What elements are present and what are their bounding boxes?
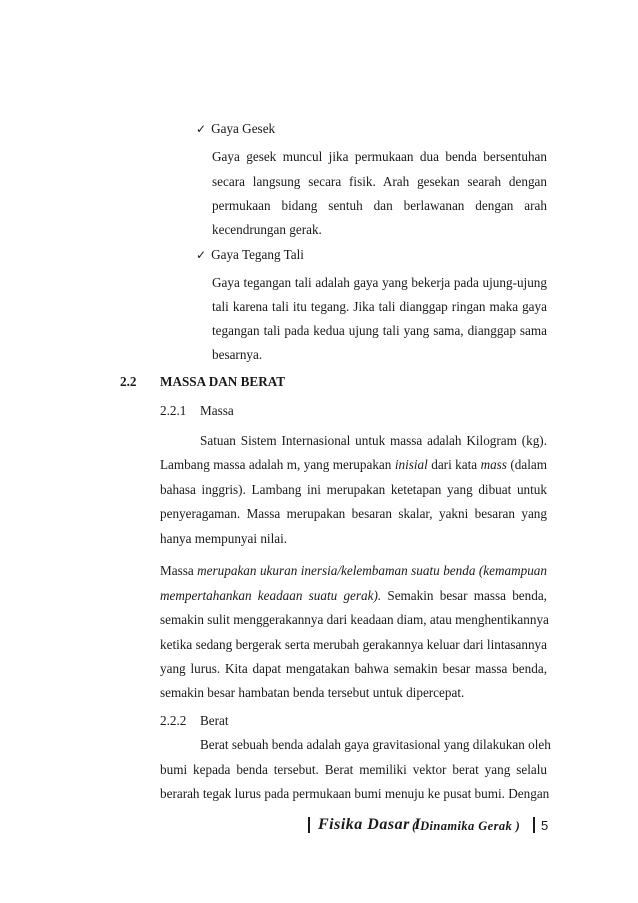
paragraph-line: Massa merupakan ukuran inersia/kelembaman suatu benda (kemampuan <box>160 563 547 578</box>
subsection-number: 2.2.1 <box>160 403 187 418</box>
paragraph-line: bahasa inggris). Lambang ini merupakan ketetapan yang dibuat untuk <box>160 482 547 497</box>
footer-divider <box>308 817 310 833</box>
paragraph-line: besarnya. <box>212 347 263 362</box>
subsection-number: 2.2.2 <box>160 713 187 728</box>
paragraph-line: Berat sebuah benda adalah gaya gravitasional yang dilakukan oleh <box>200 737 551 752</box>
paragraph-line: Lambang massa adalah m, yang merupakan inisial dari kata mass (dalam <box>160 457 547 472</box>
paragraph-line: hanya mempunyai nilai. <box>160 531 288 546</box>
paragraph-line: berarah tegak lurus pada permukaan bumi menuju ke pusat bumi. Dengan <box>160 786 550 801</box>
paragraph-line: Gaya gesek muncul jika permukaan dua benda bersentuhan <box>212 149 547 164</box>
subsection-title: Massa <box>200 403 234 418</box>
bullet-heading: Gaya Gesek <box>211 121 276 136</box>
paragraph-line: ketika sedang bergerak serta merubah gerakannya keluar dari lintasannya <box>160 637 547 652</box>
paragraph-line: semakin sulit menggerakannya dari keadaan diam, atau menghentikannya <box>160 612 549 627</box>
checkmark-icon: ✓ <box>196 248 207 262</box>
paragraph-line: Satuan Sistem Internasional untuk massa adalah Kilogram (kg). <box>200 433 547 448</box>
bullet-heading: Gaya Tegang Tali <box>211 247 304 262</box>
paragraph-line: kecendrungan gerak. <box>212 222 322 237</box>
bullet-gaya-tegang-tali <box>196 247 304 263</box>
paragraph-line: secara langsung secara fisik. Arah gesekan searah dengan <box>212 174 547 189</box>
page-number: 5 <box>541 818 549 833</box>
paragraph-line: tegangan tali pada kedua ujung tali yang sama, dianggap sama <box>212 323 547 338</box>
paragraph-line: tali karena tali itu tegang. Jika tali dianggap ringan maka gaya <box>212 299 547 314</box>
paragraph-line: semakin besar hambatan benda tersebut untuk dipercepat. <box>160 685 465 700</box>
section-number: 2.2 <box>120 374 137 389</box>
paragraph-line: Gaya tegangan tali adalah gaya yang bekerja pada ujung-ujung <box>212 275 547 290</box>
paragraph-line: yang lurus. Kita dapat mengatakan bahwa semakin besar massa benda, <box>160 661 547 676</box>
section-title: MASSA DAN BERAT <box>160 374 286 389</box>
paragraph-line: penyeragaman. Massa merupakan besaran skalar, yakni besaran yang <box>160 506 547 521</box>
paragraph-line: bumi kepada benda tersebut. Berat memiliki vektor berat yang selalu <box>160 762 547 777</box>
footer-subtitle: ( Dinamika Gerak ) <box>412 819 521 833</box>
footer-title: Fisika Dasar I <box>318 816 422 833</box>
bullet-gaya-gesek <box>196 121 275 137</box>
paragraph-line: permukaan bidang sentuh dan berlawanan dengan arah <box>212 198 547 213</box>
paragraph-line: mempertahankan keadaan suatu gerak). Semakin besar massa benda, <box>160 588 547 603</box>
footer-divider <box>533 817 535 833</box>
checkmark-icon: ✓ <box>196 122 207 136</box>
subsection-title: Berat <box>200 713 229 728</box>
